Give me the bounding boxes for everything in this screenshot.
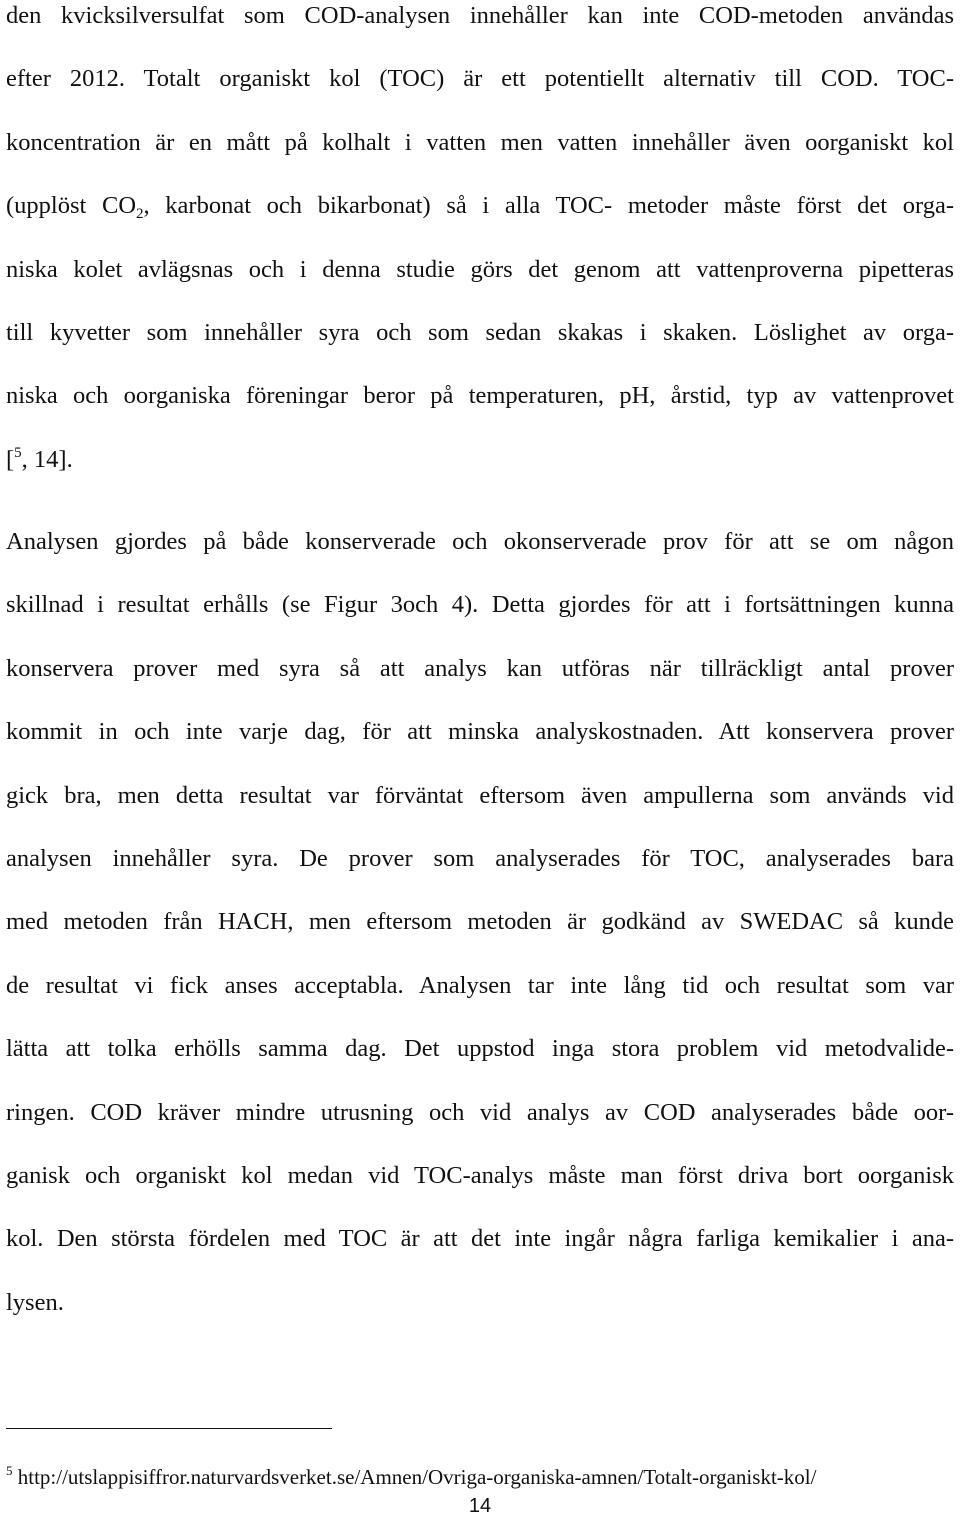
- text-line: gick bra, men detta resultat var förväntat eftersom även ampullerna som används vid: [6, 781, 954, 809]
- text-line: lätta att tolka erhölls samma dag. Det uppstod inga stora problem vid metodvalide-: [6, 1035, 954, 1063]
- text-fragment: (upplöst CO: [6, 192, 137, 220]
- text-fragment: , 14].: [21, 445, 73, 473]
- text-fragment: [: [6, 445, 15, 473]
- text-line: kol. Den största fördelen med TOC är att det inte ingår några farliga kemikalier i ana-: [6, 1225, 954, 1253]
- citation-line: [6, 428, 954, 491]
- text-line: analysen innehåller syra. De prover som analyserades för TOC, analyserades bara: [6, 844, 954, 872]
- text-line: niska och oorganiska föreningar beror på temperaturen, pH, årstid, typ av vattenprovet: [6, 382, 954, 410]
- text-line: den kvicksilversulfat som COD-analysen innehåller kan inte COD-metoden användas: [6, 2, 954, 29]
- subscript: 2: [136, 206, 144, 223]
- text-line: ringen. COD kräver mindre utrusning och vid analys av COD analyserades både oor-: [6, 1098, 954, 1126]
- text-line: lysen.: [6, 1288, 64, 1316]
- text-line: Analysen gjordes på både konserverade och okonserverade prov för att se om någon: [6, 528, 954, 555]
- text-line: de resultat vi fick anses acceptabla. Analysen tar inte lång tid och resultat som var: [6, 971, 954, 999]
- text-line: kommit in och inte varje dag, för att minska analyskostnaden. Att konservera prover: [6, 718, 954, 746]
- footnote-url[interactable]: http://utslappisiffror.naturvardsverket.se/Amnen/Ovriga-organiska-amnen/Totalt-organiskt-kol/: [12, 1465, 817, 1489]
- footnote: [6, 1464, 816, 1490]
- footnote-separator: [6, 1428, 332, 1429]
- text-line: konservera prover med syra så att analys kan utföras när tillräckligt antal prover: [6, 654, 954, 682]
- text-line: ganisk och organiskt kol medan vid TOC-analys måste man först driva bort oorganisk: [6, 1161, 954, 1189]
- paragraph-1: [6, 0, 954, 491]
- page-number: 14: [468, 1495, 492, 1517]
- text-line-with-subscript: [6, 174, 954, 237]
- text-line: efter 2012. Totalt organiskt kol (TOC) är ett potentiellt alternativ till COD. TOC-: [6, 65, 954, 93]
- text-line: skillnad i resultat erhålls (se Figur 3och 4). Detta gjordes för att i fortsättningen kunna: [6, 591, 954, 619]
- text-line: med metoden från HACH, men eftersom metoden är godkänd av SWEDAC så kunde: [6, 908, 954, 936]
- paragraph-2: [6, 510, 954, 1334]
- footnote-marker: 5: [6, 1463, 13, 1478]
- footnote-reference[interactable]: 5: [14, 444, 22, 461]
- text-line: koncentration är en mått på kolhalt i vatten men vatten innehåller även oorganiskt kol: [6, 128, 954, 156]
- text-fragment: , karbonat och bikarbonat) så i alla TOC- metoder måste först det orga-: [143, 192, 954, 220]
- text-line: niska kolet avlägsnas och i denna studie görs det genom att vattenproverna pipetteras: [6, 255, 954, 283]
- text-line: till kyvetter som innehåller syra och som sedan skakas i skaken. Löslighet av orga-: [6, 318, 954, 346]
